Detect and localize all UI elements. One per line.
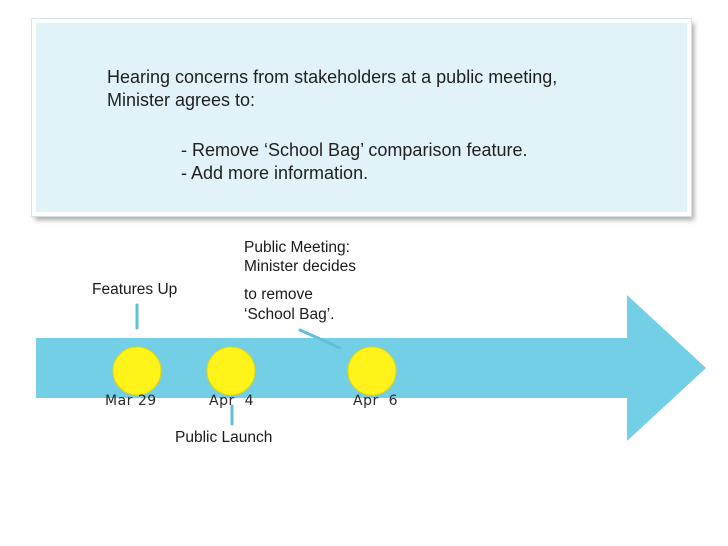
event-label-public-meeting-line-4: ‘School Bag’.	[244, 306, 335, 323]
milestone-apr-6	[348, 347, 396, 395]
callout-bullet-2: - Add more information.	[181, 163, 369, 183]
event-label-public-meeting-line-1: Public Meeting:	[244, 239, 350, 256]
event-label-public-meeting-line-2: Minister decides	[244, 258, 356, 275]
callout-bullet-1: - Remove ‘School Bag’ comparison feature.	[181, 140, 528, 160]
event-label-public-launch: Public Launch	[175, 429, 273, 446]
event-label-features-up: Features Up	[92, 281, 178, 298]
milestone-apr-4	[207, 347, 255, 395]
date-label-apr-4: Apr 4	[209, 393, 255, 409]
event-label-public-meeting-line-3: to remove	[244, 286, 313, 303]
callout-text-line-2: Minister agrees to:	[107, 90, 256, 110]
milestone-mar-29	[113, 347, 161, 395]
callout-text-line-1: Hearing concerns from stakeholders at a public meeting,	[107, 67, 558, 87]
date-label-apr-6: Apr 6	[353, 393, 399, 409]
date-label-mar-29: Mar 29	[105, 393, 157, 409]
